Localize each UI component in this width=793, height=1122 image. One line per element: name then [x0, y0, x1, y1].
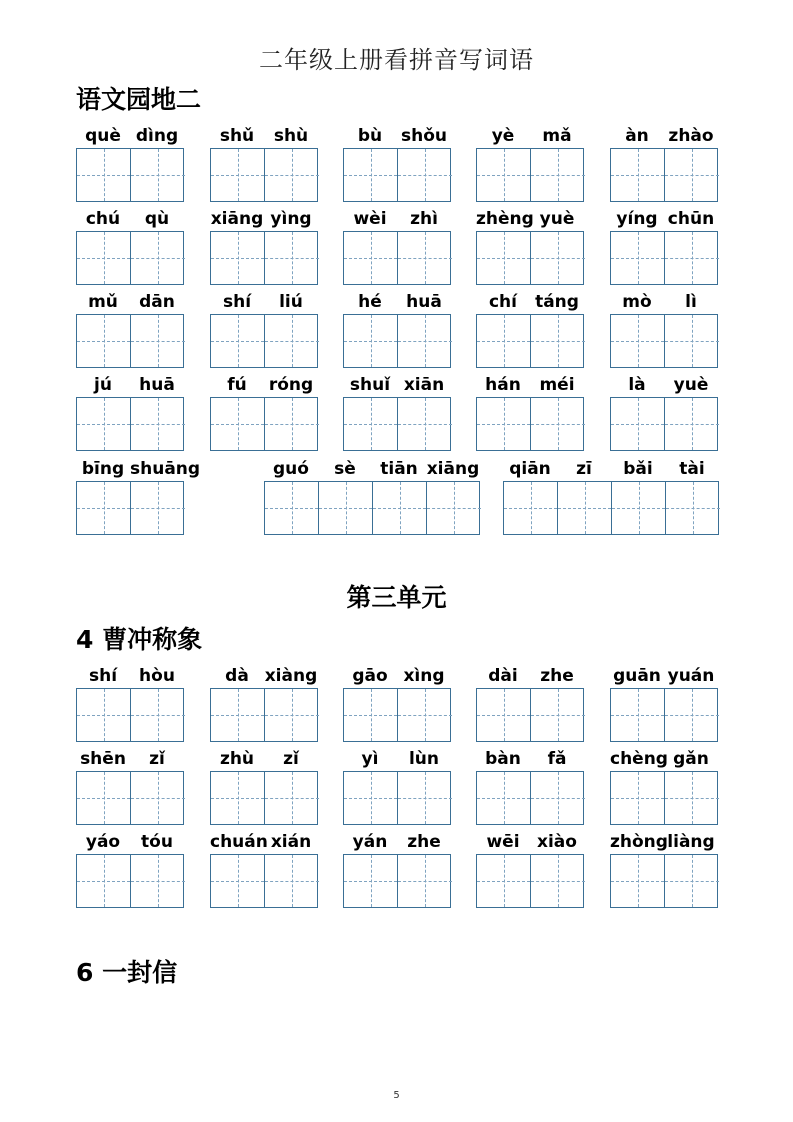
- tianzige-writing-box[interactable]: [76, 148, 184, 202]
- pinyin-syllable: hòu: [139, 666, 175, 686]
- tianzige-writing-box[interactable]: [610, 148, 718, 202]
- tianzige-writing-box[interactable]: [210, 771, 318, 825]
- tianzige-writing-box[interactable]: [76, 771, 184, 825]
- writing-cell[interactable]: [665, 232, 719, 284]
- tianzige-writing-box[interactable]: [610, 314, 718, 368]
- pinyin-word: [343, 666, 451, 690]
- pinyin-word: [610, 666, 718, 690]
- pinyin-syllable: liú: [279, 292, 303, 312]
- writing-cell[interactable]: [477, 315, 531, 367]
- tianzige-writing-box[interactable]: [343, 397, 451, 451]
- writing-cell[interactable]: [611, 149, 665, 201]
- pinyin-syllable: shēn: [80, 749, 126, 769]
- writing-cell[interactable]: [131, 482, 185, 534]
- tianzige-writing-box[interactable]: [476, 397, 584, 451]
- pinyin-syllable: wèi: [353, 209, 387, 229]
- tianzige-writing-box[interactable]: [343, 771, 451, 825]
- writing-cell[interactable]: [427, 482, 481, 534]
- pinyin-word: [76, 209, 184, 233]
- pinyin-word: [264, 459, 480, 483]
- section-heading-yuwen-yuandi: 语文园地二: [76, 85, 202, 114]
- writing-cell[interactable]: [398, 855, 452, 907]
- pinyin-syllable: tài: [679, 459, 705, 479]
- pinyin-syllable: shí: [88, 666, 118, 686]
- writing-cell[interactable]: [344, 772, 398, 824]
- pinyin-syllable: tóu: [141, 832, 173, 852]
- pinyin-word: [76, 832, 184, 856]
- writing-cell[interactable]: [131, 772, 185, 824]
- pinyin-syllable: dà: [225, 666, 249, 686]
- pinyin-syllable: huā: [139, 375, 175, 395]
- pinyin-syllable: fǎ: [547, 749, 567, 769]
- tianzige-writing-box[interactable]: [610, 854, 718, 908]
- writing-cell[interactable]: [611, 855, 665, 907]
- pinyin-syllable: méi: [539, 375, 575, 395]
- tianzige-writing-box[interactable]: [343, 854, 451, 908]
- writing-cell[interactable]: [665, 772, 719, 824]
- pinyin-syllable: zhù: [219, 749, 255, 769]
- pinyin-syllable: zhì: [410, 209, 438, 229]
- pinyin-syllable: qù: [144, 209, 170, 229]
- writing-cell[interactable]: [265, 772, 319, 824]
- writing-cell[interactable]: [77, 689, 131, 741]
- pinyin-syllable: sè: [334, 459, 356, 479]
- pinyin-word: [343, 292, 451, 316]
- writing-cell[interactable]: [265, 482, 319, 534]
- pinyin-syllable: bǎi: [623, 459, 653, 479]
- writing-cell[interactable]: [666, 482, 720, 534]
- writing-cell[interactable]: [477, 149, 531, 201]
- tianzige-writing-box[interactable]: [476, 231, 584, 285]
- pinyin-word: [210, 749, 318, 773]
- writing-cell[interactable]: [531, 232, 585, 284]
- pinyin-word: [210, 292, 318, 316]
- pinyin-syllable: qiān: [509, 459, 551, 479]
- writing-cell[interactable]: [611, 232, 665, 284]
- writing-cell[interactable]: [665, 315, 719, 367]
- pinyin-syllable: shuāng: [130, 459, 201, 479]
- writing-cell[interactable]: [531, 315, 585, 367]
- tianzige-writing-box[interactable]: [476, 314, 584, 368]
- pinyin-word: [610, 749, 718, 773]
- writing-cell[interactable]: [398, 149, 452, 201]
- writing-cell[interactable]: [611, 772, 665, 824]
- pinyin-syllable: shuǐ: [349, 375, 391, 395]
- writing-cell[interactable]: [131, 398, 185, 450]
- pinyin-syllable: là: [628, 375, 646, 395]
- writing-cell[interactable]: [398, 689, 452, 741]
- writing-cell[interactable]: [477, 232, 531, 284]
- tianzige-writing-box[interactable]: [476, 688, 584, 742]
- pinyin-syllable: bīng: [81, 459, 125, 479]
- writing-cell[interactable]: [344, 398, 398, 450]
- pinyin-syllable: zhòng: [610, 832, 668, 852]
- tianzige-writing-box[interactable]: [343, 314, 451, 368]
- writing-cell[interactable]: [265, 398, 319, 450]
- writing-cell[interactable]: [77, 398, 131, 450]
- pinyin-syllable: dài: [488, 666, 518, 686]
- pinyin-word: [76, 749, 184, 773]
- pinyin-syllable: xìng: [403, 666, 445, 686]
- pinyin-syllable: yáo: [85, 832, 121, 852]
- pinyin-word: [210, 832, 318, 856]
- pinyin-syllable: táng: [535, 292, 579, 312]
- pinyin-syllable: hán: [485, 375, 521, 395]
- pinyin-syllable: gāo: [352, 666, 388, 686]
- tianzige-writing-box[interactable]: [210, 148, 318, 202]
- pinyin-syllable: yán: [352, 832, 388, 852]
- pinyin-syllable: chuán: [210, 832, 268, 852]
- pinyin-syllable: dān: [139, 292, 175, 312]
- pinyin-word: [343, 832, 451, 856]
- pinyin-syllable: àn: [625, 126, 649, 146]
- pinyin-word: [210, 126, 318, 150]
- writing-cell[interactable]: [612, 482, 666, 534]
- pinyin-syllable: yìng: [270, 209, 312, 229]
- writing-cell[interactable]: [344, 315, 398, 367]
- writing-cell[interactable]: [319, 482, 373, 534]
- tianzige-writing-box[interactable]: [264, 481, 480, 535]
- pinyin-syllable: yíng: [616, 209, 658, 229]
- writing-cell[interactable]: [665, 855, 719, 907]
- pinyin-word: [76, 666, 184, 690]
- pinyin-syllable: bù: [357, 126, 383, 146]
- pinyin-syllable: zǐ: [283, 749, 299, 769]
- pinyin-syllable: yuán: [667, 666, 715, 686]
- pinyin-word: [343, 749, 451, 773]
- pinyin-syllable: mǔ: [88, 292, 118, 312]
- pinyin-word: [210, 666, 318, 690]
- writing-cell[interactable]: [344, 689, 398, 741]
- writing-cell[interactable]: [77, 855, 131, 907]
- pinyin-syllable: yuè: [539, 209, 575, 229]
- writing-cell[interactable]: [77, 772, 131, 824]
- writing-cell[interactable]: [265, 689, 319, 741]
- writing-cell[interactable]: [77, 315, 131, 367]
- writing-cell[interactable]: [265, 855, 319, 907]
- tianzige-writing-box[interactable]: [503, 481, 719, 535]
- tianzige-writing-box[interactable]: [610, 771, 718, 825]
- tianzige-writing-box[interactable]: [76, 397, 184, 451]
- pinyin-syllable: guó: [273, 459, 309, 479]
- pinyin-syllable: xiān: [403, 375, 445, 395]
- writing-cell[interactable]: [77, 232, 131, 284]
- writing-cell[interactable]: [531, 772, 585, 824]
- pinyin-syllable: bàn: [485, 749, 521, 769]
- pinyin-syllable: yuè: [673, 375, 709, 395]
- pinyin-syllable: yè: [491, 126, 515, 146]
- pinyin-syllable: zǐ: [149, 749, 165, 769]
- pinyin-syllable: zī: [576, 459, 592, 479]
- writing-cell[interactable]: [265, 315, 319, 367]
- writing-cell[interactable]: [611, 315, 665, 367]
- writing-cell[interactable]: [398, 772, 452, 824]
- tianzige-writing-box[interactable]: [610, 688, 718, 742]
- writing-cell[interactable]: [665, 398, 719, 450]
- tianzige-writing-box[interactable]: [76, 314, 184, 368]
- tianzige-writing-box[interactable]: [210, 314, 318, 368]
- tianzige-writing-box[interactable]: [343, 148, 451, 202]
- writing-cell[interactable]: [211, 149, 265, 201]
- writing-cell[interactable]: [531, 398, 585, 450]
- pinyin-syllable: zhèng: [476, 209, 534, 229]
- pinyin-word: [210, 375, 318, 399]
- writing-cell[interactable]: [665, 149, 719, 201]
- tianzige-writing-box[interactable]: [210, 854, 318, 908]
- lesson-heading-yi-feng-xin: 6 一封信: [76, 958, 178, 987]
- writing-cell[interactable]: [558, 482, 612, 534]
- writing-cell[interactable]: [344, 232, 398, 284]
- writing-cell[interactable]: [531, 855, 585, 907]
- pinyin-syllable: mò: [622, 292, 652, 312]
- tianzige-writing-box[interactable]: [610, 231, 718, 285]
- pinyin-syllable: zhào: [668, 126, 714, 146]
- writing-cell[interactable]: [131, 149, 185, 201]
- pinyin-syllable: chí: [488, 292, 517, 312]
- unit-heading: 第三单元: [346, 583, 447, 612]
- pinyin-syllable: hé: [358, 292, 382, 312]
- pinyin-syllable: xiāng: [426, 459, 480, 479]
- tianzige-writing-box[interactable]: [210, 688, 318, 742]
- writing-cell[interactable]: [611, 689, 665, 741]
- writing-cell[interactable]: [611, 398, 665, 450]
- pinyin-word: [503, 459, 719, 483]
- pinyin-word: [476, 375, 584, 399]
- writing-cell[interactable]: [77, 482, 131, 534]
- writing-cell[interactable]: [344, 149, 398, 201]
- pinyin-word: [476, 832, 584, 856]
- pinyin-word: [210, 209, 318, 233]
- writing-cell[interactable]: [131, 232, 185, 284]
- pinyin-syllable: yì: [361, 749, 379, 769]
- writing-cell[interactable]: [477, 689, 531, 741]
- page-number: 5: [393, 1090, 400, 1101]
- pinyin-syllable: dìng: [135, 126, 179, 146]
- writing-cell[interactable]: [211, 689, 265, 741]
- writing-cell[interactable]: [398, 232, 452, 284]
- pinyin-word: [610, 832, 718, 856]
- pinyin-syllable: guān: [613, 666, 661, 686]
- tianzige-writing-box[interactable]: [76, 854, 184, 908]
- tianzige-writing-box[interactable]: [343, 688, 451, 742]
- writing-cell[interactable]: [211, 315, 265, 367]
- writing-cell[interactable]: [398, 398, 452, 450]
- pinyin-word: [476, 666, 584, 690]
- pinyin-word: [476, 749, 584, 773]
- tianzige-writing-box[interactable]: [476, 771, 584, 825]
- tianzige-writing-box[interactable]: [610, 397, 718, 451]
- tianzige-writing-box[interactable]: [476, 854, 584, 908]
- writing-cell[interactable]: [344, 855, 398, 907]
- pinyin-syllable: gǎn: [673, 749, 709, 769]
- writing-cell[interactable]: [131, 855, 185, 907]
- writing-cell[interactable]: [504, 482, 558, 534]
- writing-cell[interactable]: [131, 689, 185, 741]
- writing-cell[interactable]: [211, 398, 265, 450]
- writing-cell[interactable]: [131, 315, 185, 367]
- writing-cell[interactable]: [531, 149, 585, 201]
- page-title: 二年级上册看拼音写词语: [259, 46, 534, 74]
- writing-cell[interactable]: [665, 689, 719, 741]
- pinyin-word: [610, 209, 718, 233]
- pinyin-word: [76, 375, 184, 399]
- writing-cell[interactable]: [373, 482, 427, 534]
- tianzige-writing-box[interactable]: [76, 481, 184, 535]
- pinyin-syllable: shù: [273, 126, 309, 146]
- tianzige-writing-box[interactable]: [76, 688, 184, 742]
- pinyin-syllable: xiāng: [210, 209, 264, 229]
- pinyin-word: [610, 375, 718, 399]
- pinyin-word: [343, 126, 451, 150]
- pinyin-syllable: jú: [94, 375, 112, 395]
- writing-cell[interactable]: [211, 855, 265, 907]
- pinyin-syllable: què: [85, 126, 121, 146]
- pinyin-syllable: tiān: [380, 459, 418, 479]
- pinyin-word: [76, 292, 184, 316]
- pinyin-syllable: lì: [685, 292, 697, 312]
- pinyin-syllable: chú: [85, 209, 121, 229]
- pinyin-word: [610, 292, 718, 316]
- pinyin-syllable: huā: [406, 292, 442, 312]
- pinyin-word: [476, 126, 584, 150]
- pinyin-word: [476, 209, 584, 233]
- pinyin-word: [610, 126, 718, 150]
- writing-cell[interactable]: [531, 689, 585, 741]
- pinyin-syllable: shí: [222, 292, 252, 312]
- pinyin-syllable: lùn: [408, 749, 440, 769]
- pinyin-syllable: zhe: [540, 666, 574, 686]
- pinyin-syllable: xiào: [537, 832, 577, 852]
- pinyin-syllable: fú: [227, 375, 247, 395]
- writing-cell[interactable]: [398, 315, 452, 367]
- pinyin-syllable: xián: [270, 832, 312, 852]
- pinyin-syllable: xiàng: [264, 666, 318, 686]
- pinyin-syllable: shǔ: [219, 126, 255, 146]
- writing-cell[interactable]: [211, 772, 265, 824]
- tianzige-writing-box[interactable]: [210, 397, 318, 451]
- pinyin-word: [343, 375, 451, 399]
- tianzige-writing-box[interactable]: [210, 231, 318, 285]
- writing-cell[interactable]: [477, 772, 531, 824]
- lesson-heading-cao-chong: 4 曹冲称象: [76, 625, 203, 654]
- tianzige-writing-box[interactable]: [343, 231, 451, 285]
- writing-cell[interactable]: [477, 398, 531, 450]
- pinyin-word: [76, 126, 184, 150]
- writing-cell[interactable]: [77, 149, 131, 201]
- pinyin-syllable: shǒu: [400, 126, 447, 146]
- pinyin-syllable: liàng: [667, 832, 715, 852]
- pinyin-syllable: zhe: [407, 832, 441, 852]
- pinyin-syllable: mǎ: [542, 126, 572, 146]
- pinyin-word: [476, 292, 584, 316]
- pinyin-word: [76, 459, 201, 483]
- tianzige-writing-box[interactable]: [76, 231, 184, 285]
- pinyin-syllable: róng: [268, 375, 314, 395]
- pinyin-word: [343, 209, 451, 233]
- pinyin-syllable: chūn: [667, 209, 715, 229]
- writing-cell[interactable]: [211, 232, 265, 284]
- tianzige-writing-box[interactable]: [476, 148, 584, 202]
- writing-cell[interactable]: [265, 149, 319, 201]
- writing-cell[interactable]: [265, 232, 319, 284]
- writing-cell[interactable]: [477, 855, 531, 907]
- pinyin-syllable: chèng: [610, 749, 668, 769]
- pinyin-syllable: wēi: [486, 832, 520, 852]
